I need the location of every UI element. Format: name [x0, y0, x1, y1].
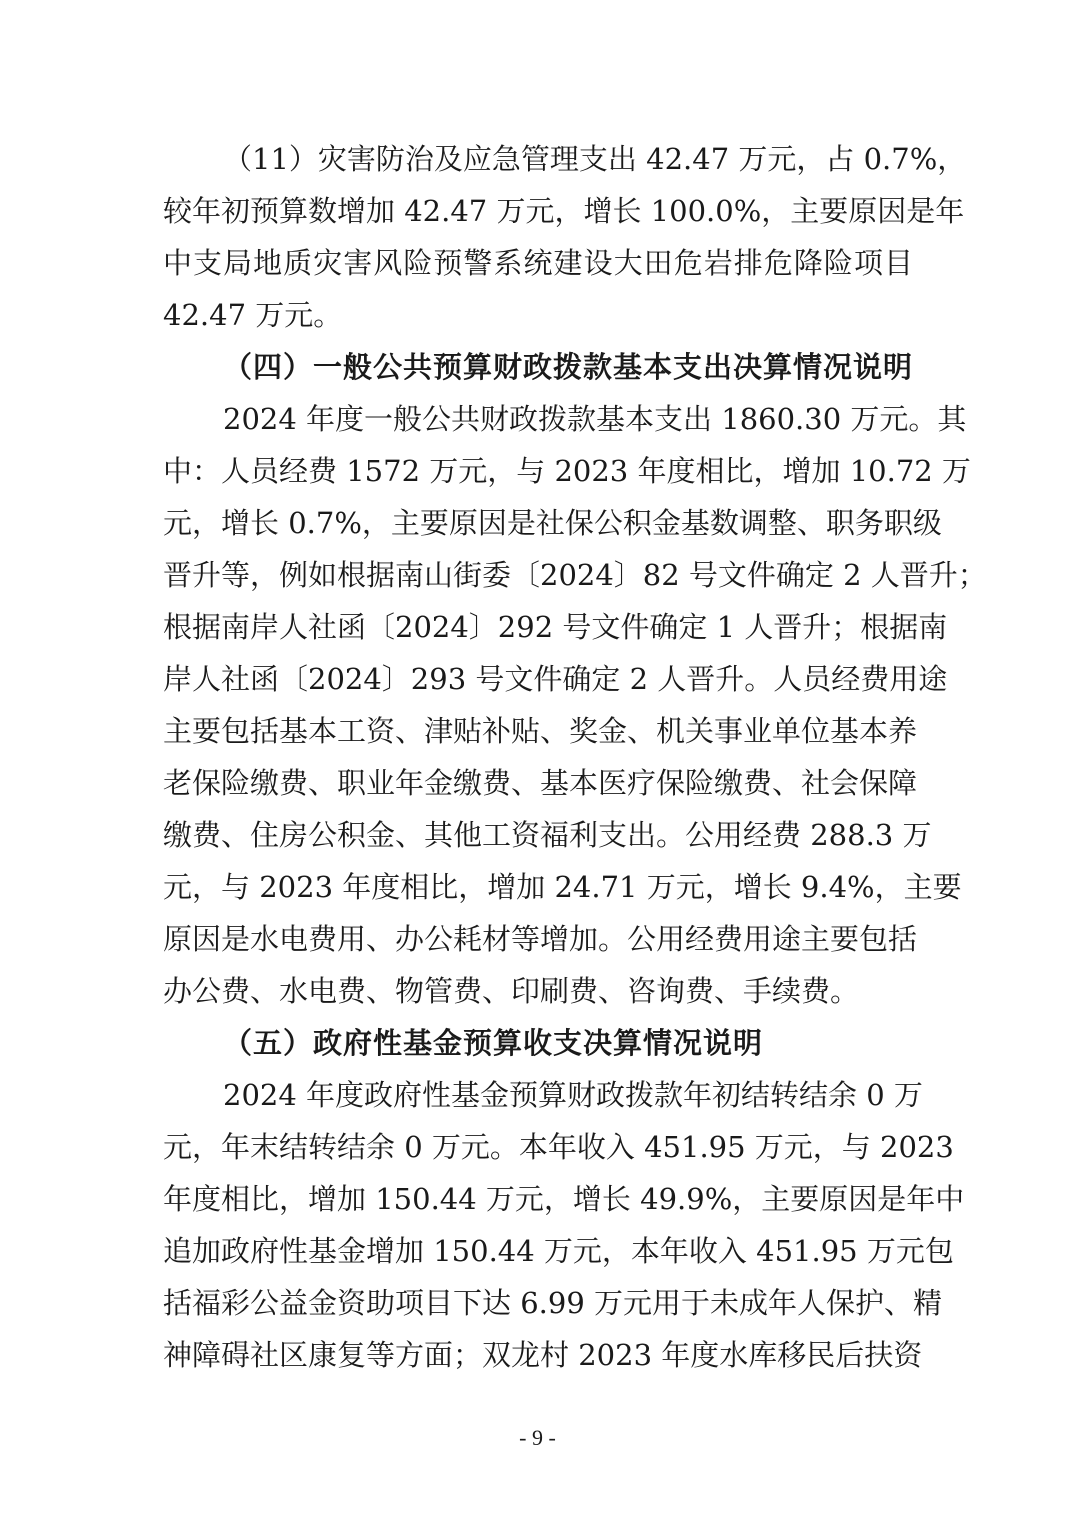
paragraph-line: 较年初预算数增加 42.47 万元，增长 100.0%，主要原因是年 [163, 194, 965, 228]
paragraph-line: 元，与 2023 年度相比，增加 24.71 万元，增长 9.4%，主要 [163, 870, 962, 904]
paragraph-line: 中：人员经费 1572 万元，与 2023 年度相比，增加 10.72 万 [163, 454, 971, 488]
paragraph-line: 元，增长 0.7%，主要原因是社保公积金基数调整、职务职级 [163, 506, 942, 540]
paragraph-line: 年度相比，增加 150.44 万元，增长 49.9%，主要原因是年中 [163, 1182, 965, 1216]
paragraph-line: 晋升等，例如根据南山街委〔2024〕82 号文件确定 2 人晋升； [163, 558, 987, 592]
paragraph-line: 岸人社函〔2024〕293 号文件确定 2 人晋升。人员经费用途 [163, 662, 948, 696]
paragraph-line: 中支局地质灾害风险预警系统建设大田危岩排危降险项目 [163, 246, 913, 280]
paragraph-line: 2024 年度政府性基金预算财政拨款年初结转结余 0 万 [223, 1078, 923, 1112]
paragraph-line: 根据南岸人社函〔2024〕292 号文件确定 1 人晋升；根据南 [163, 610, 948, 644]
paragraph-line: 原因是水电费用、办公耗材等增加。公用经费用途主要包括 [163, 922, 918, 956]
paragraph-line: 元，年末结转结余 0 万元。本年收入 451.95 万元，与 2023 [163, 1130, 954, 1164]
document-body [163, 133, 987, 1381]
section-heading: （五）政府性基金预算收支决算情况说明 [223, 1026, 764, 1060]
paragraph-line: （11）灾害防治及应急管理支出 42.47 万元，占 0.7%， [223, 142, 967, 176]
paragraph-line: 老保险缴费、职业年金缴费、基本医疗保险缴费、社会保障 [163, 766, 918, 800]
paragraph-line: 办公费、水电费、物管费、印刷费、咨询费、手续费。 [163, 974, 860, 1008]
paragraph-line: 括福彩公益金资助项目下达 6.99 万元用于未成年人保护、精 [163, 1286, 943, 1320]
page-number: - 9 - [519, 1425, 556, 1450]
section-heading: （四）一般公共预算财政拨款基本支出决算情况说明 [223, 350, 914, 384]
paragraph-line: 缴费、住房公积金、其他工资福利支出。公用经费 288.3 万 [163, 818, 932, 852]
paragraph-line: 主要包括基本工资、津贴补贴、奖金、机关事业单位基本养 [163, 714, 918, 748]
paragraph-line: 42.47 万元。 [163, 298, 343, 332]
paragraph-line: 2024 年度一般公共财政拨款基本支出 1860.30 万元。其 [223, 402, 967, 436]
paragraph-line: 追加政府性基金增加 150.44 万元，本年收入 451.95 万元包 [163, 1234, 954, 1268]
paragraph-line: 神障碍社区康复等方面；双龙村 2023 年度水库移民后扶资 [163, 1338, 923, 1372]
